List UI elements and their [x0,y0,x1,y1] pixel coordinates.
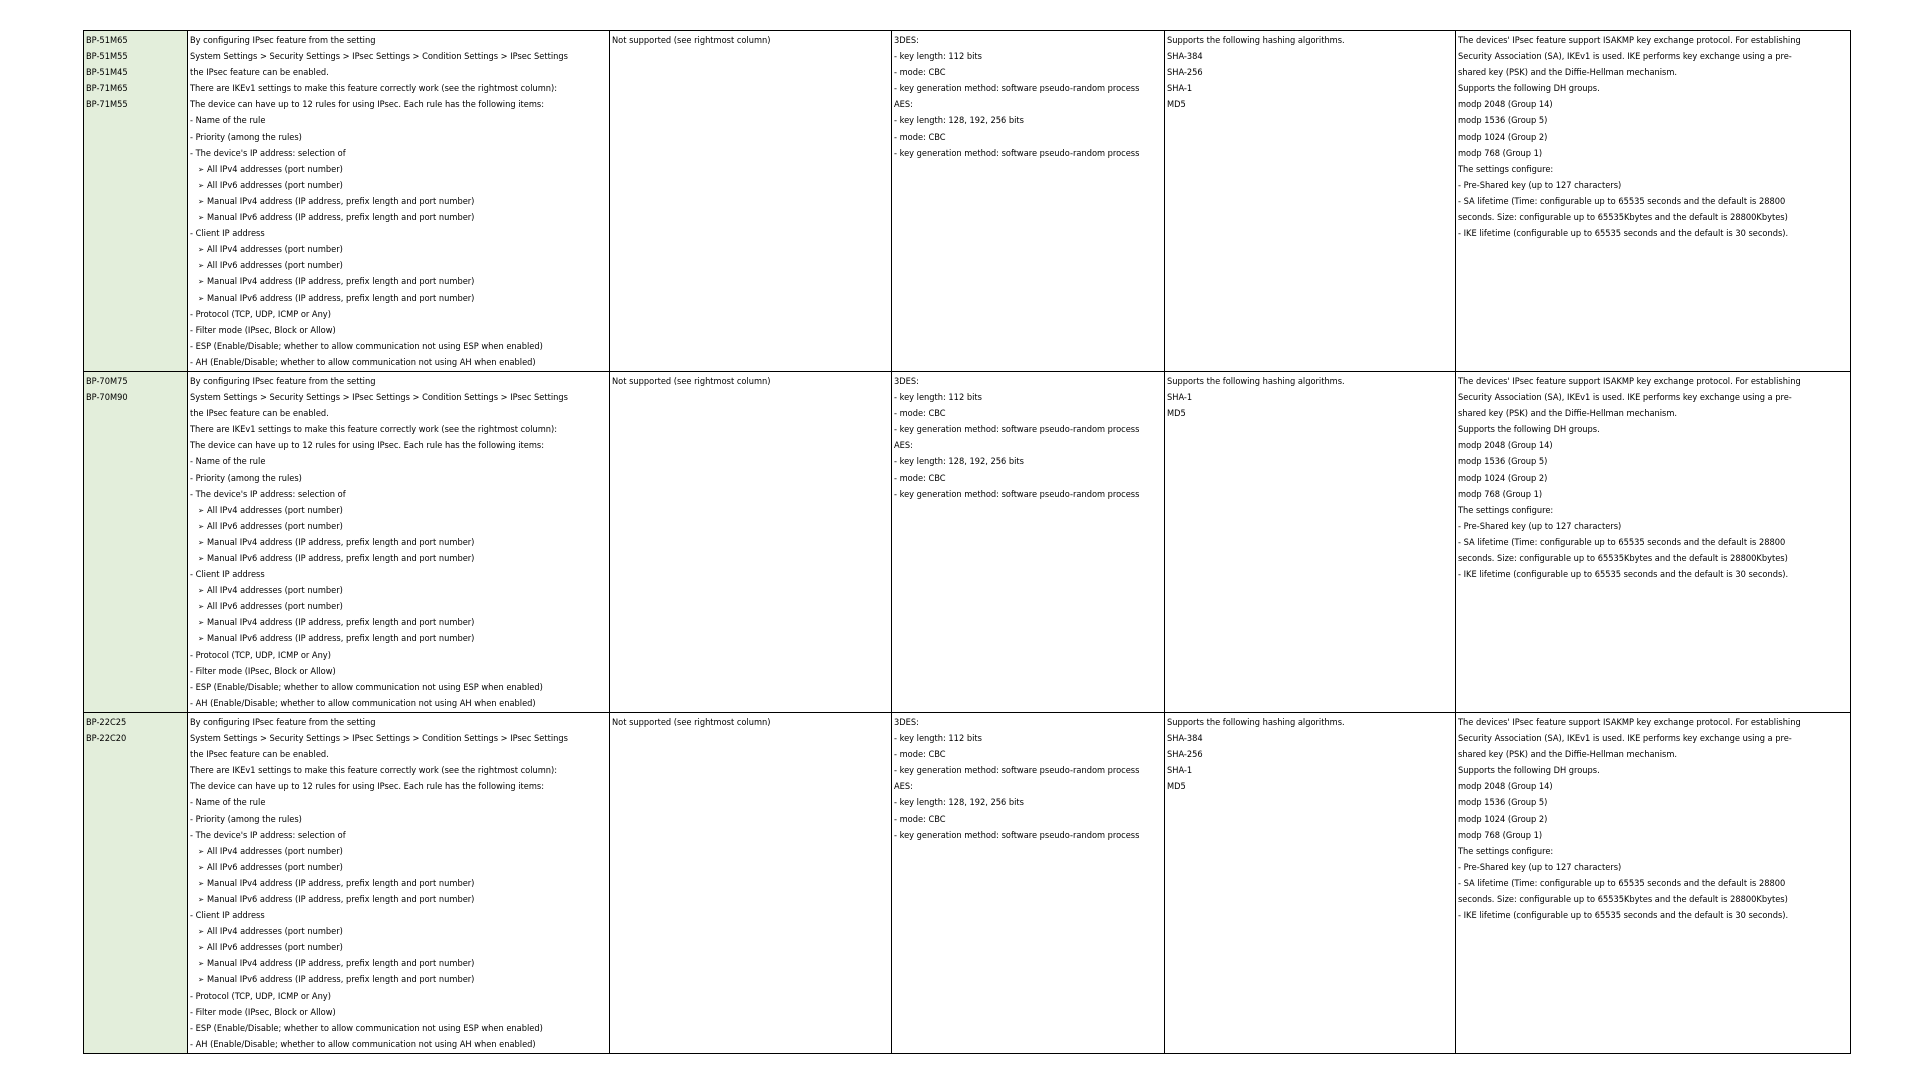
cell-line: AES: [894,781,913,793]
cell-line: Supports the following DH groups. [1458,424,1600,436]
cell-line: SHA-384 [1167,51,1203,63]
cell-line: Supports the following hashing algorithms. [1167,375,1345,387]
model-name: BP-22C25 [86,716,127,728]
cell-line: By configuring IPsec feature from the setting [190,375,376,387]
cell-line: the IPsec feature can be enabled. [190,67,329,79]
cell-line: ➢ All IPv4 addresses (port number) [190,503,607,519]
cell-line: shared key (PSK) and the Diffie-Hellman mechanism. [1458,749,1678,761]
cell-line: MD5 [1167,781,1186,793]
cell-line: - The device's IP address: selection of [190,147,346,159]
cell-line: shared key (PSK) and the Diffie-Hellman mechanism. [1458,408,1678,420]
model-name: BP-51M55 [86,51,128,63]
cell-line: seconds. Size: configurable up to 65535Kbytes and the default is 28800Kbytes) [1458,893,1788,905]
cell-line: - Priority (among the rules) [190,813,302,825]
cell-line: There are IKEv1 settings to make this feature correctly work (see the rightmost column): [190,424,558,436]
cell-line: ➢ All IPv6 addresses (port number) [190,599,607,615]
cell-line: The device can have up to 12 rules for using IPsec. Each rule has the following items: [190,440,544,452]
cell-line: Supports the following DH groups. [1458,83,1600,95]
encryption-cell [892,712,1165,1053]
cell-line: modp 1536 (Group 5) [1458,797,1548,809]
cell-line: modp 768 (Group 1) [1458,147,1543,159]
cell-line: AES: [894,440,913,452]
cell-line: 3DES: [894,35,919,46]
cell-line: - Priority (among the rules) [190,472,302,484]
table-body [84,31,1851,1054]
cell-line: Supports the following DH groups. [1458,765,1600,777]
cell-line: - mode: CBC [894,67,946,79]
cell-line: Security Association (SA), IKEv1 is used. IKE performs key exchange using a pre- [1458,392,1792,404]
configuration-cell [188,712,610,1053]
cell-line: - key length: 112 bits [894,733,982,745]
cell-line: ➢ All IPv4 addresses (port number) [190,924,607,940]
cell-line: SHA-256 [1167,67,1203,79]
cell-line: - IKE lifetime (configurable up to 65535 seconds and the default is 30 seconds). [1458,569,1789,581]
cell-line: ➢ All IPv6 addresses (port number) [190,178,607,194]
cell-line: seconds. Size: configurable up to 65535Kbytes and the default is 28800Kbytes) [1458,553,1788,564]
cell-line: - Client IP address [190,228,265,240]
cell-line: The devices' IPsec feature support ISAKMP key exchange protocol. For establishing [1458,716,1801,728]
cell-line: - key length: 128, 192, 256 bits [894,797,1024,809]
model-name: BP-51M45 [86,67,128,79]
cell-line: AES: [894,99,913,111]
cell-line: modp 768 (Group 1) [1458,488,1543,500]
cell-line: ➢ Manual IPv4 address (IP address, prefix length and port number) [190,274,607,290]
cell-line: MD5 [1167,99,1186,111]
cell-line: - key generation method: software pseudo-random process [894,765,1140,777]
cell-line: System Settings > Security Settings > IPsec Settings > Condition Settings > IPsec Settings [190,51,568,63]
cell-line: the IPsec feature can be enabled. [190,749,329,761]
cell-line: ➢ Manual IPv4 address (IP address, prefix length and port number) [190,956,607,972]
cell-line: - mode: CBC [894,749,946,761]
support-cell [610,371,892,712]
table-row [84,712,1851,1053]
cell-line: ➢ Manual IPv6 address (IP address, prefix length and port number) [190,972,607,988]
cell-line: The devices' IPsec feature support ISAKMP key exchange protocol. For establishing [1458,375,1801,387]
cell-line: 3DES: [894,375,919,387]
cell-line: Supports the following hashing algorithms. [1167,35,1345,46]
cell-line: - Name of the rule [190,115,266,127]
cell-line: The device can have up to 12 rules for using IPsec. Each rule has the following items: [190,99,544,111]
cell-line: SHA-384 [1167,733,1203,745]
cell-line: - mode: CBC [894,813,946,825]
cell-line: By configuring IPsec feature from the setting [190,35,376,46]
cell-line: SHA-256 [1167,749,1203,761]
cell-line: - Name of the rule [190,456,266,468]
cell-line: - key generation method: software pseudo-random process [894,829,1140,841]
cell-line: Supports the following hashing algorithms. [1167,716,1345,728]
cell-line: Not supported (see rightmost column) [612,375,771,387]
cell-line: By configuring IPsec feature from the setting [190,716,376,728]
cell-line: - mode: CBC [894,408,946,420]
ipsec-spec-table [83,30,1851,1054]
cell-line: The settings configure: [1458,504,1554,516]
cell-line: - key length: 128, 192, 256 bits [894,456,1024,468]
model-name: BP-70M90 [86,392,128,404]
cell-line: - Filter mode (IPsec, Block or Allow) [190,1006,336,1018]
hashing-cell [1165,371,1456,712]
cell-line: - mode: CBC [894,472,946,484]
cell-line: - AH (Enable/Disable; whether to allow communication not using AH when enabled) [190,1038,536,1050]
cell-line: modp 1536 (Group 5) [1458,115,1548,127]
cell-line: - The device's IP address: selection of [190,488,346,500]
cell-line: There are IKEv1 settings to make this feature correctly work (see the rightmost column): [190,765,558,777]
cell-line: The devices' IPsec feature support ISAKMP key exchange protocol. For establishing [1458,35,1801,46]
model-name: BP-22C20 [86,733,127,745]
cell-line: - Filter mode (IPsec, Block or Allow) [190,665,336,677]
cell-line: - IKE lifetime (configurable up to 65535 seconds and the default is 30 seconds). [1458,228,1789,240]
cell-line: - key length: 112 bits [894,392,982,404]
table-row [84,31,1851,372]
ike-cell [1456,371,1851,712]
cell-line: - Pre-Shared key (up to 127 characters) [1458,861,1622,873]
cell-line: modp 1536 (Group 5) [1458,456,1548,468]
ike-cell [1456,712,1851,1053]
hashing-cell [1165,31,1456,372]
cell-line: The settings configure: [1458,163,1554,175]
cell-line: - Priority (among the rules) [190,131,302,143]
cell-line: SHA-1 [1167,765,1193,777]
cell-line: - Protocol (TCP, UDP, ICMP or Any) [190,990,331,1002]
model-name: BP-70M75 [86,375,128,387]
cell-line: modp 2048 (Group 14) [1458,440,1553,452]
model-cell [84,371,188,712]
cell-line: ➢ Manual IPv4 address (IP address, prefix length and port number) [190,194,607,210]
cell-line: ➢ Manual IPv4 address (IP address, prefix length and port number) [190,876,607,892]
cell-line: ➢ Manual IPv4 address (IP address, prefix length and port number) [190,535,607,551]
encryption-cell [892,371,1165,712]
cell-line: - SA lifetime (Time: configurable up to 65535 seconds and the default is 28800 [1458,877,1786,889]
support-cell [610,31,892,372]
support-cell [610,712,892,1053]
model-name: BP-71M65 [86,83,128,95]
ike-cell [1456,31,1851,372]
cell-line: 3DES: [894,716,919,728]
cell-line: - key length: 112 bits [894,51,982,63]
cell-line: modp 1024 (Group 2) [1458,813,1548,825]
cell-line: - Pre-Shared key (up to 127 characters) [1458,179,1622,191]
cell-line: - AH (Enable/Disable; whether to allow communication not using AH when enabled) [190,356,536,368]
cell-line: ➢ Manual IPv6 address (IP address, prefix length and port number) [190,210,607,226]
cell-line: - Filter mode (IPsec, Block or Allow) [190,324,336,336]
cell-line: SHA-1 [1167,83,1193,95]
cell-line: ➢ Manual IPv4 address (IP address, prefix length and port number) [190,615,607,631]
cell-line: the IPsec feature can be enabled. [190,408,329,420]
cell-line: - Protocol (TCP, UDP, ICMP or Any) [190,308,331,320]
cell-line: There are IKEv1 settings to make this feature correctly work (see the rightmost column): [190,83,558,95]
cell-line: - Client IP address [190,569,265,581]
model-name: BP-51M65 [86,35,128,46]
cell-line: - SA lifetime (Time: configurable up to 65535 seconds and the default is 28800 [1458,195,1786,207]
cell-line: ➢ All IPv4 addresses (port number) [190,583,607,599]
cell-line: System Settings > Security Settings > IPsec Settings > Condition Settings > IPsec Settings [190,733,568,745]
cell-line: Security Association (SA), IKEv1 is used. IKE performs key exchange using a pre- [1458,733,1792,745]
model-cell [84,712,188,1053]
cell-line: Not supported (see rightmost column) [612,716,771,728]
cell-line: ➢ All IPv4 addresses (port number) [190,242,607,258]
cell-line: - key length: 128, 192, 256 bits [894,115,1024,127]
cell-line: MD5 [1167,408,1186,420]
configuration-cell [188,371,610,712]
cell-line: SHA-1 [1167,392,1193,404]
cell-line: ➢ Manual IPv6 address (IP address, prefix length and port number) [190,551,607,567]
cell-line: - The device's IP address: selection of [190,829,346,841]
cell-line: ➢ All IPv6 addresses (port number) [190,519,607,535]
configuration-cell [188,31,610,372]
cell-line: modp 768 (Group 1) [1458,829,1543,841]
cell-line: ➢ Manual IPv6 address (IP address, prefix length and port number) [190,892,607,908]
cell-line: The settings configure: [1458,845,1554,857]
cell-line: - key generation method: software pseudo-random process [894,83,1140,95]
cell-line: - Client IP address [190,910,265,922]
cell-line: - mode: CBC [894,131,946,143]
cell-line: ➢ All IPv6 addresses (port number) [190,940,607,956]
cell-line: Not supported (see rightmost column) [612,35,771,46]
cell-line: ➢ Manual IPv6 address (IP address, prefix length and port number) [190,631,607,647]
cell-line: - key generation method: software pseudo-random process [894,424,1140,436]
model-cell [84,31,188,372]
cell-line: seconds. Size: configurable up to 65535Kbytes and the default is 28800Kbytes) [1458,212,1788,224]
cell-line: - ESP (Enable/Disable; whether to allow communication not using ESP when enabled) [190,1022,543,1034]
model-name: BP-71M55 [86,99,128,111]
cell-line: - ESP (Enable/Disable; whether to allow communication not using ESP when enabled) [190,681,543,693]
cell-line: ➢ All IPv4 addresses (port number) [190,162,607,178]
cell-line: ➢ All IPv6 addresses (port number) [190,860,607,876]
cell-line: modp 2048 (Group 14) [1458,781,1553,793]
cell-line: - ESP (Enable/Disable; whether to allow communication not using ESP when enabled) [190,340,543,352]
hashing-cell [1165,712,1456,1053]
cell-line: - IKE lifetime (configurable up to 65535 seconds and the default is 30 seconds). [1458,910,1789,922]
cell-line: modp 1024 (Group 2) [1458,131,1548,143]
encryption-cell [892,31,1165,372]
cell-line: - Pre-Shared key (up to 127 characters) [1458,520,1622,532]
cell-line: - Name of the rule [190,797,266,809]
cell-line: System Settings > Security Settings > IPsec Settings > Condition Settings > IPsec Settings [190,392,568,404]
cell-line: ➢ Manual IPv6 address (IP address, prefix length and port number) [190,291,607,307]
cell-line: modp 1024 (Group 2) [1458,472,1548,484]
cell-line: - Protocol (TCP, UDP, ICMP or Any) [190,649,331,661]
cell-line: - SA lifetime (Time: configurable up to 65535 seconds and the default is 28800 [1458,536,1786,548]
cell-line: Security Association (SA), IKEv1 is used. IKE performs key exchange using a pre- [1458,51,1792,63]
table-row [84,371,1851,712]
cell-line: ➢ All IPv6 addresses (port number) [190,258,607,274]
cell-line: - key generation method: software pseudo-random process [894,147,1140,159]
cell-line: - AH (Enable/Disable; whether to allow communication not using AH when enabled) [190,697,536,709]
cell-line: ➢ All IPv4 addresses (port number) [190,844,607,860]
cell-line: - key generation method: software pseudo-random process [894,488,1140,500]
cell-line: shared key (PSK) and the Diffie-Hellman mechanism. [1458,67,1678,79]
cell-line: modp 2048 (Group 14) [1458,99,1553,111]
cell-line: The device can have up to 12 rules for using IPsec. Each rule has the following items: [190,781,544,793]
